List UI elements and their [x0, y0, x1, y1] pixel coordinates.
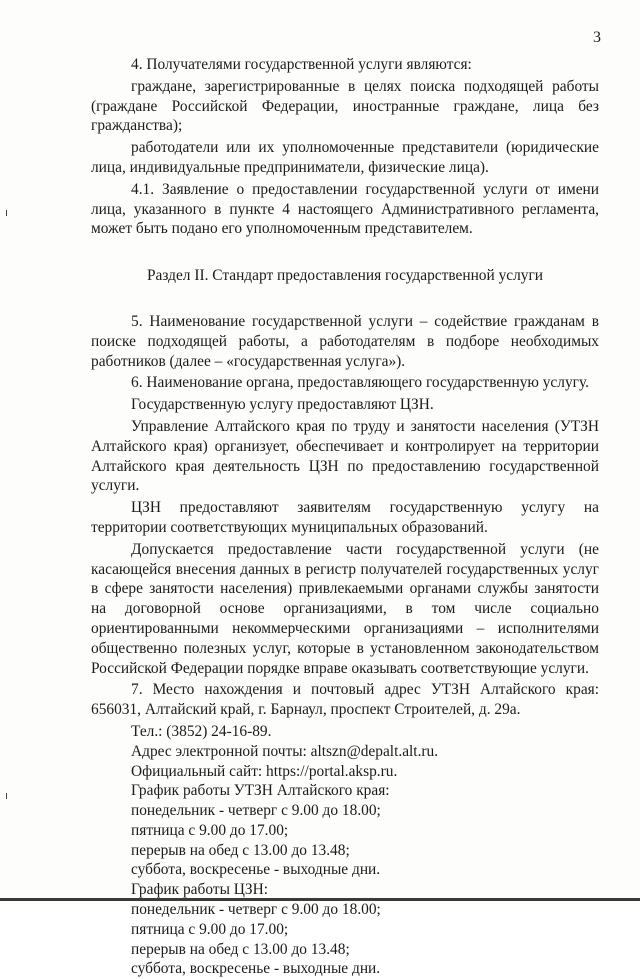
utzn-schedule-lunch: перерыв на обед с 13.00 до 13.48; — [131, 841, 350, 859]
scan-mark — [6, 210, 7, 216]
czn-schedule-weekend: суббота, воскресенье - выходные дни. — [131, 960, 381, 978]
czn-schedule-fri: пятница с 9.00 до 17.00; — [131, 920, 289, 938]
paragraph-recipients-citizens: граждане, зарегистрированные в целях поиска подходящей работы (граждане Российской Федерации, иностранные граждане, лица без гражданства); — [91, 77, 599, 135]
phone-line: Тел.: (3852) 24-16-89. — [131, 722, 272, 740]
paragraph-4: 4. Получателями государственной услуги являются: — [131, 56, 472, 73]
paragraph-7-address: 7. Место нахождения и почтовый адрес УТЗН Алтайского края: 656031, Алтайский край, г. Барнаул, проспект Строителей, д. 29а. — [91, 681, 599, 719]
paragraph-partial-service: Допускается предоставление части государственной услуги (не касающейся внесения данных в регистр получателей государственных услуг в сфере занятости населения) привлекаемыми органами службы занятости на договорной основе организациями, в том числе социально ориентированными некоммерческими организациями – исполнителями общественно полезных услуг, которые в установленном законодательством Российской Федерации порядке вправе оказывать соответствующие услуги. — [91, 540, 599, 677]
paragraph-4-1: 4.1. Заявление о предоставлении государственной услуги от имени лица, указанного в пункте 4 настоящего Административного регламента, может быть подано его уполномоченным представителем. — [91, 180, 599, 238]
czn-schedule-lunch: перерыв на обед с 13.00 до 13.48; — [131, 940, 350, 958]
paragraph-utzn: Управление Алтайского края по труду и занятости населения (УТЗН Алтайского края) организует, обеспечивает и контролирует на территории Алтайского края деятельность ЦЗН по предоставлению государственной услуги. — [91, 417, 599, 495]
paragraph-recipients-employers: работодатели или их уполномоченные представители (юридические лица, индивидуальные предприниматели, физические лица). — [91, 139, 599, 176]
utzn-schedule-mon-thu: понедельник - четверг с 9.00 до 18.00; — [131, 802, 381, 820]
scan-edge-line — [0, 898, 640, 901]
email-line: Адрес электронной почты: altszn@depalt.alt.ru. — [131, 742, 439, 760]
contact-block — [91, 722, 599, 979]
paragraph-provider: Государственную услугу предоставляют ЦЗН. — [131, 396, 434, 414]
utzn-schedule-weekend: суббота, воскресенье - выходные дни. — [131, 861, 381, 879]
paragraph-5: 5. Наименование государственной услуги – содействие гражданам в поиске подходящей работы, а работодателям в подборе необходимых работников (далее – «государственная услуга»). — [91, 312, 599, 370]
czn-schedule-title: График работы ЦЗН: — [131, 881, 268, 899]
website-line: Официальный сайт: https://portal.aksp.ru. — [131, 762, 398, 780]
scan-mark — [6, 793, 7, 799]
paragraph-6: 6. Наименование органа, предоставляющего государственную услугу. — [131, 374, 589, 392]
paragraph-czn-territory: ЦЗН предоставляют заявителям государственную услугу на территории соответствующих муниципальных образований. — [91, 499, 599, 536]
page-number: 3 — [593, 29, 601, 46]
section-heading: Раздел II. Стандарт предоставления государственной услуги — [146, 267, 544, 285]
document-body — [91, 55, 599, 979]
czn-schedule-mon-thu: понедельник - четверг с 9.00 до 18.00; — [131, 901, 381, 919]
utzn-schedule-title: График работы УТЗН Алтайского края: — [131, 782, 390, 800]
utzn-schedule-fri: пятница с 9.00 до 17.00; — [131, 821, 289, 839]
